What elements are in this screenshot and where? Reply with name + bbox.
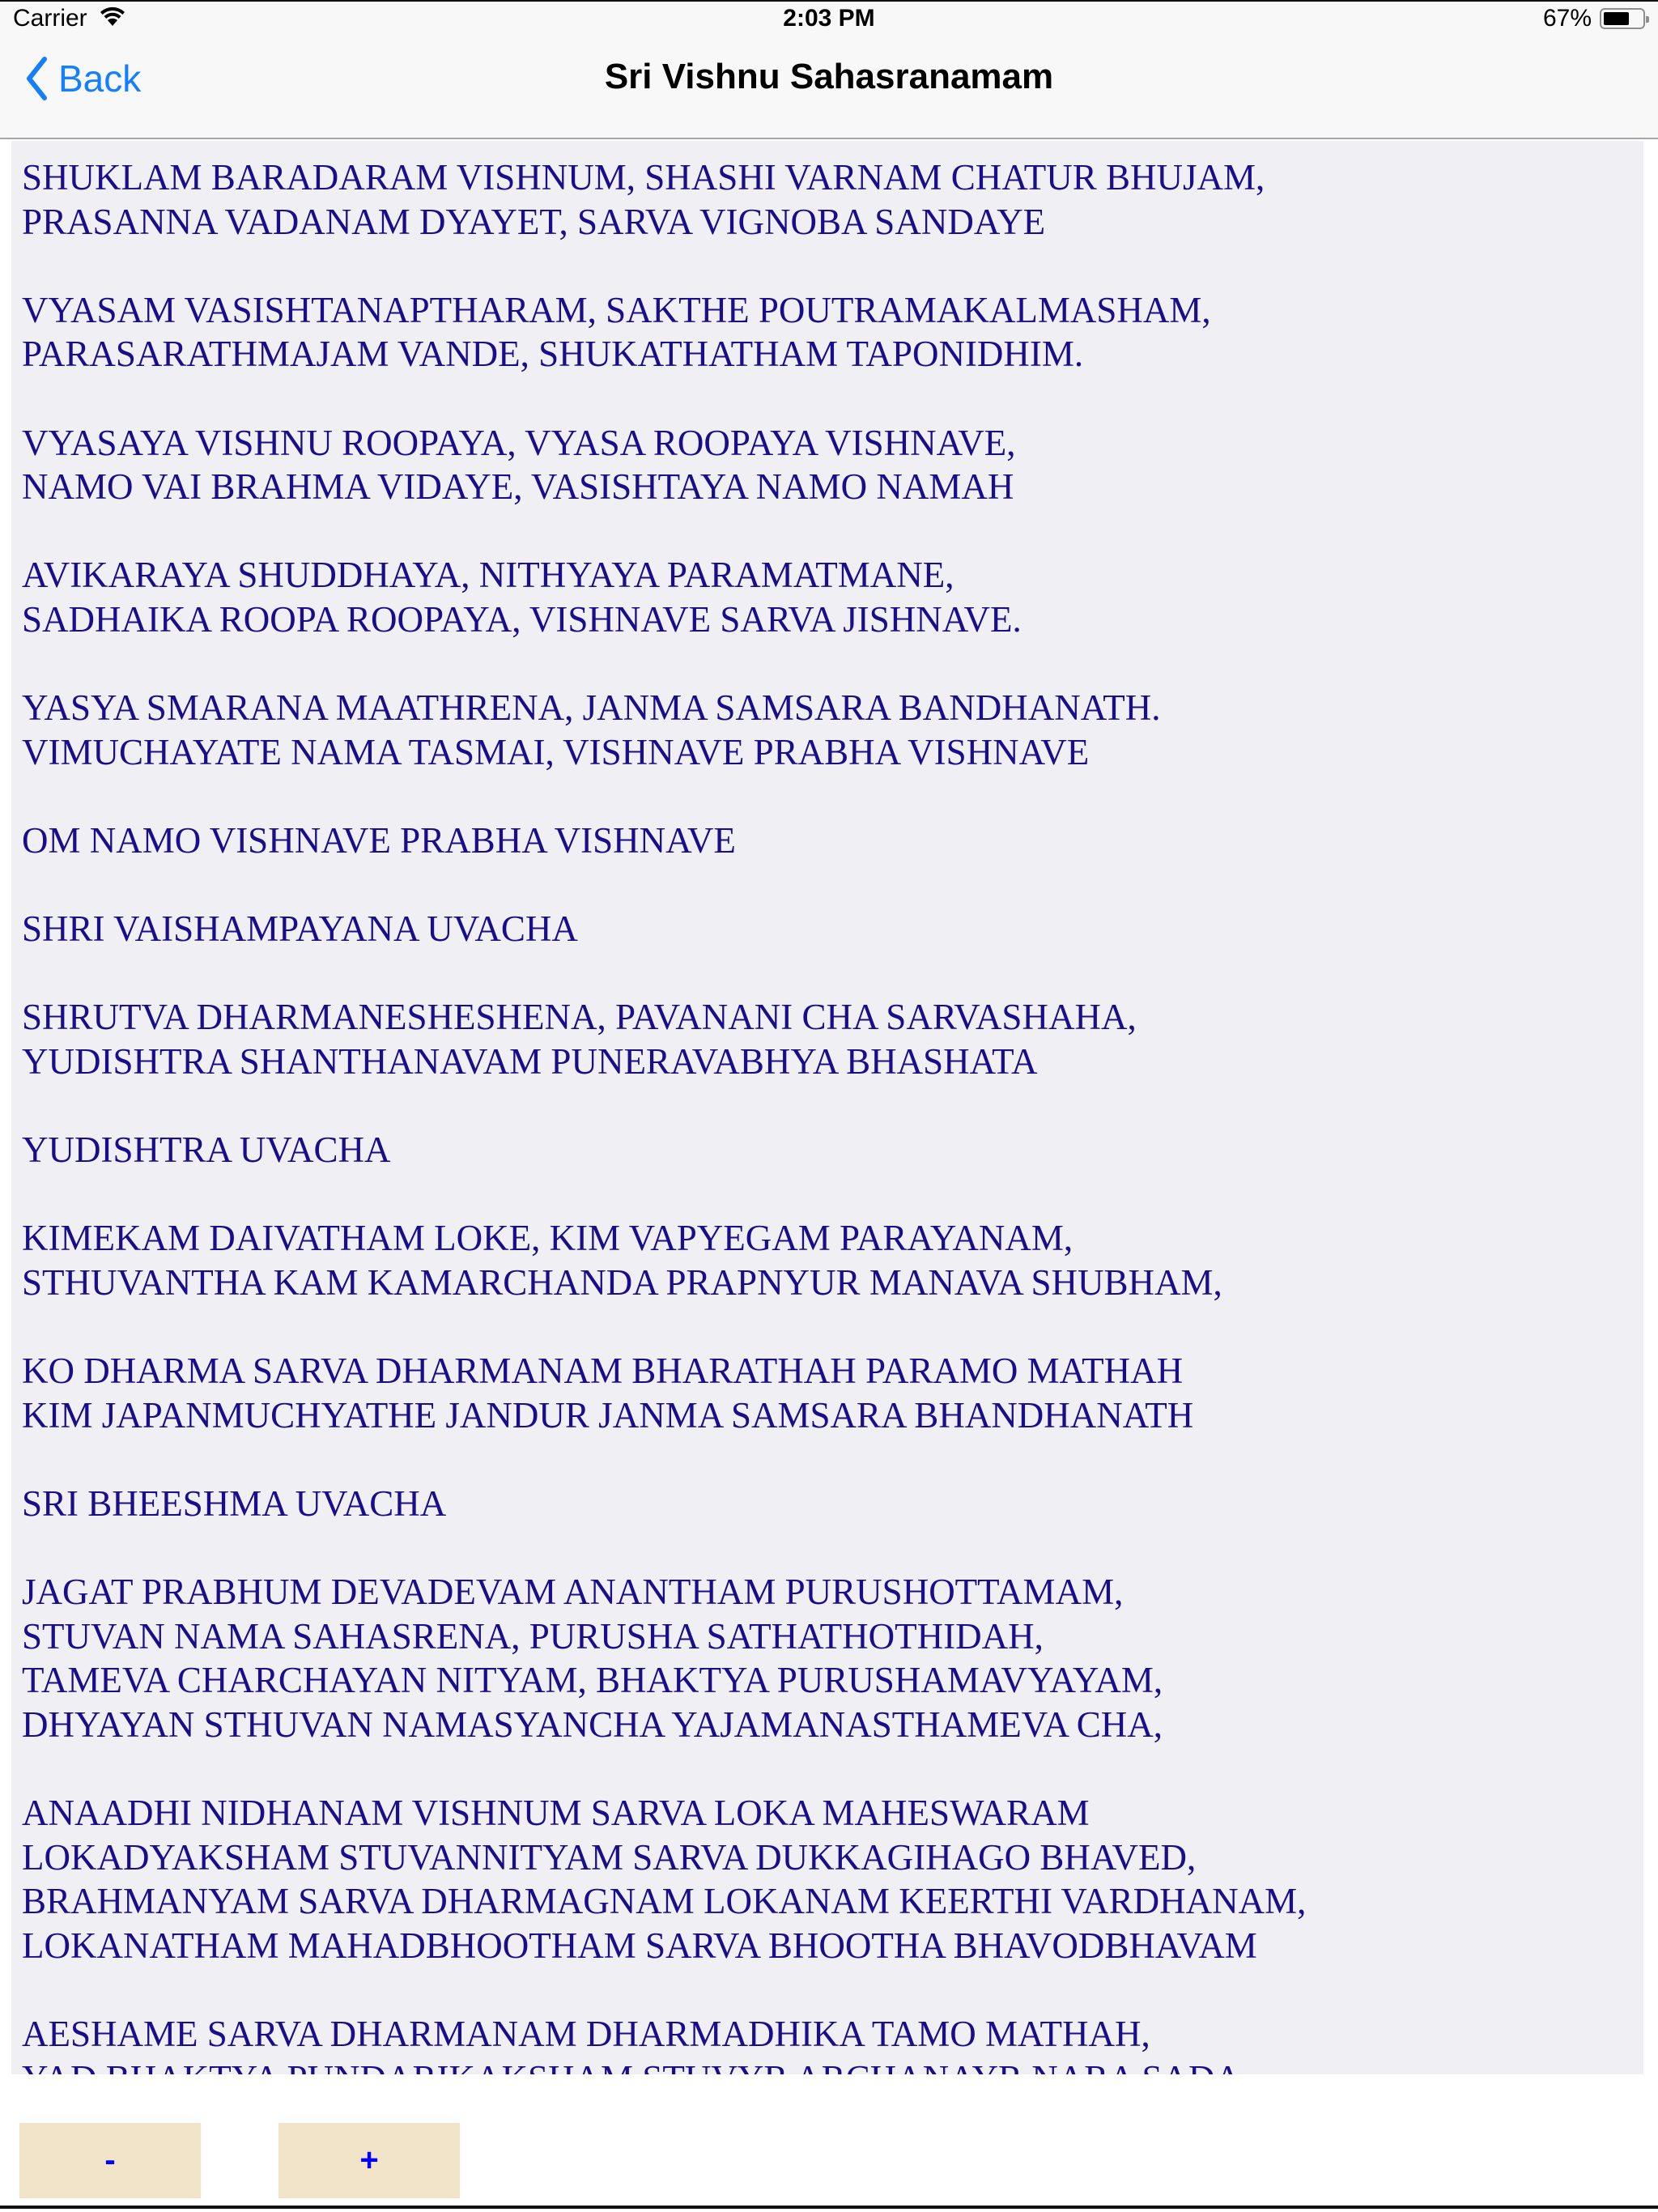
navigation-bar — [0, 32, 1658, 139]
battery-icon — [1600, 8, 1645, 29]
status-right — [1543, 5, 1645, 32]
verse-line: STHUVANTHA KAM KAMARCHANDA PRAPNYUR MANAVA SHUBHAM, — [22, 1261, 1222, 1303]
verse-block — [22, 421, 1643, 509]
increase-font-button[interactable]: + — [278, 2123, 460, 2198]
verse-block — [22, 288, 1643, 376]
carrier-label: Carrier — [13, 5, 87, 32]
verse-block — [22, 1570, 1643, 1746]
verse-line: ANAADHI NIDHANAM VISHNUM SARVA LOKA MAHESWARAM — [22, 1792, 1090, 1833]
bottom-toolbar — [0, 2074, 1658, 2209]
verse-line: YUDISHTRA UVACHA — [22, 1129, 391, 1171]
verse-line: SRI BHEESHMA UVACHA — [22, 1482, 447, 1524]
verse-line: PRASANNA VADANAM DYAYET, SARVA VIGNOBA SANDAYE — [22, 201, 1046, 242]
verse-line: TAMEVA CHARCHAYAN NITYAM, BHAKTYA PURUSHAMAVYAYAM, — [22, 1660, 1163, 1701]
battery-level — [1604, 12, 1629, 25]
bottom-edge — [0, 2206, 1658, 2209]
battery-nub — [1646, 16, 1649, 23]
verse-line: KIM JAPANMUCHYATHE JANDUR JANMA SAMSARA BHANDHANATH — [22, 1394, 1194, 1436]
page-title: Sri Vishnu Sahasranamam — [604, 57, 1054, 96]
verse-block — [22, 553, 1643, 641]
verse-text-view[interactable] — [11, 141, 1643, 2074]
status-time: 2:03 PM — [783, 5, 875, 32]
top-chrome — [0, 0, 1658, 139]
verse-block — [22, 1482, 1643, 1526]
verse-block — [22, 686, 1643, 774]
verse-line: DHYAYAN STHUVAN NAMASYANCHA YAJAMANASTHAMEVA CHA, — [22, 1704, 1163, 1745]
verse-block — [22, 1349, 1643, 1437]
verse-line: SHRI VAISHAMPAYANA UVACHA — [22, 908, 578, 950]
verse-line: KO DHARMA SARVA DHARMANAM BHARATHAH PARAMO MATHAH — [22, 1351, 1184, 1392]
verse-line: NAMO VAI BRAHMA VIDAYE, VASISHTAYA NAMO NAMAH — [22, 466, 1014, 508]
verse-line: VYASAM VASISHTANAPTHARAM, SAKTHE POUTRAMAKALMASHAM, — [22, 289, 1211, 330]
battery-percent: 67% — [1542, 5, 1592, 32]
verse-block — [22, 907, 1643, 951]
verse-block — [22, 1128, 1643, 1172]
verse-block — [22, 1216, 1643, 1304]
verse-line: STUVAN NAMA SAHASRENA, PURUSHA SATHATHOTHIDAH, — [22, 1615, 1044, 1657]
verse-block — [22, 819, 1643, 863]
verse-line: YASYA SMARANA MAATHRENA, JANMA SAMSARA BANDHANATH. — [22, 687, 1161, 729]
verse-line: SHRUTVA DHARMANESHESHENA, PAVANANI CHA SARVASHAHA, — [22, 997, 1137, 1038]
verse-block — [22, 1791, 1643, 1967]
verse-line: AVIKARAYA SHUDDHAYA, NITHYAYA PARAMATMANE, — [22, 555, 954, 596]
verse-line: VIMUCHAYATE NAMA TASMAI, VISHNAVE PRABHA VISHNAVE — [22, 731, 1090, 772]
verse-line: SADHAIKA ROOPA ROOPAYA, VISHNAVE SARVA JISHNAVE. — [22, 598, 1022, 640]
back-label: Back — [58, 57, 142, 100]
verse-line: LOKANATHAM MAHADBHOOTHAM SARVA BHOOTHA BHAVODBHAVAM — [22, 1925, 1257, 1966]
verse-line: AESHAME SARVA DHARMANAM DHARMADHIKA TAMO MATHAH, — [22, 2013, 1150, 2054]
verse-line: SHUKLAM BARADARAM VISHNUM, SHASHI VARNAM CHATUR BHUJAM, — [22, 157, 1265, 198]
verse-block — [22, 155, 1643, 244]
verse-line: OM NAMO VISHNAVE PRABHA VISHNAVE — [22, 819, 736, 861]
decrease-font-button[interactable]: - — [19, 2123, 201, 2198]
verse-line: LOKADYAKSHAM STUVANNITYAM SARVA DUKKAGIHAGO BHAVED, — [22, 1836, 1197, 1878]
verse-line: JAGAT PRABHUM DEVADEVAM ANANTHAM PURUSHOTTAMAM, — [22, 1572, 1124, 1612]
verse-line: BRAHMANYAM SARVA DHARMAGNAM LOKANAM KEERTHI VARDHANAM, — [22, 1881, 1307, 1922]
verse-line: PARASARATHMAJAM VANDE, SHUKATHATHAM TAPONIDHIM. — [22, 334, 1084, 375]
verse-block — [22, 995, 1643, 1083]
verse-line: VYASAYA VISHNU ROOPAYA, VYASA ROOPAYA VISHNAVE, — [22, 422, 1016, 463]
status-bar — [0, 0, 1658, 32]
verse-line: KIMEKAM DAIVATHAM LOKE, KIM VAPYEGAM PARAYANAM, — [22, 1218, 1073, 1259]
verse-line: YUDISHTRA SHANTHANAVAM PUNERAVABHYA BHASHATA — [22, 1040, 1038, 1082]
